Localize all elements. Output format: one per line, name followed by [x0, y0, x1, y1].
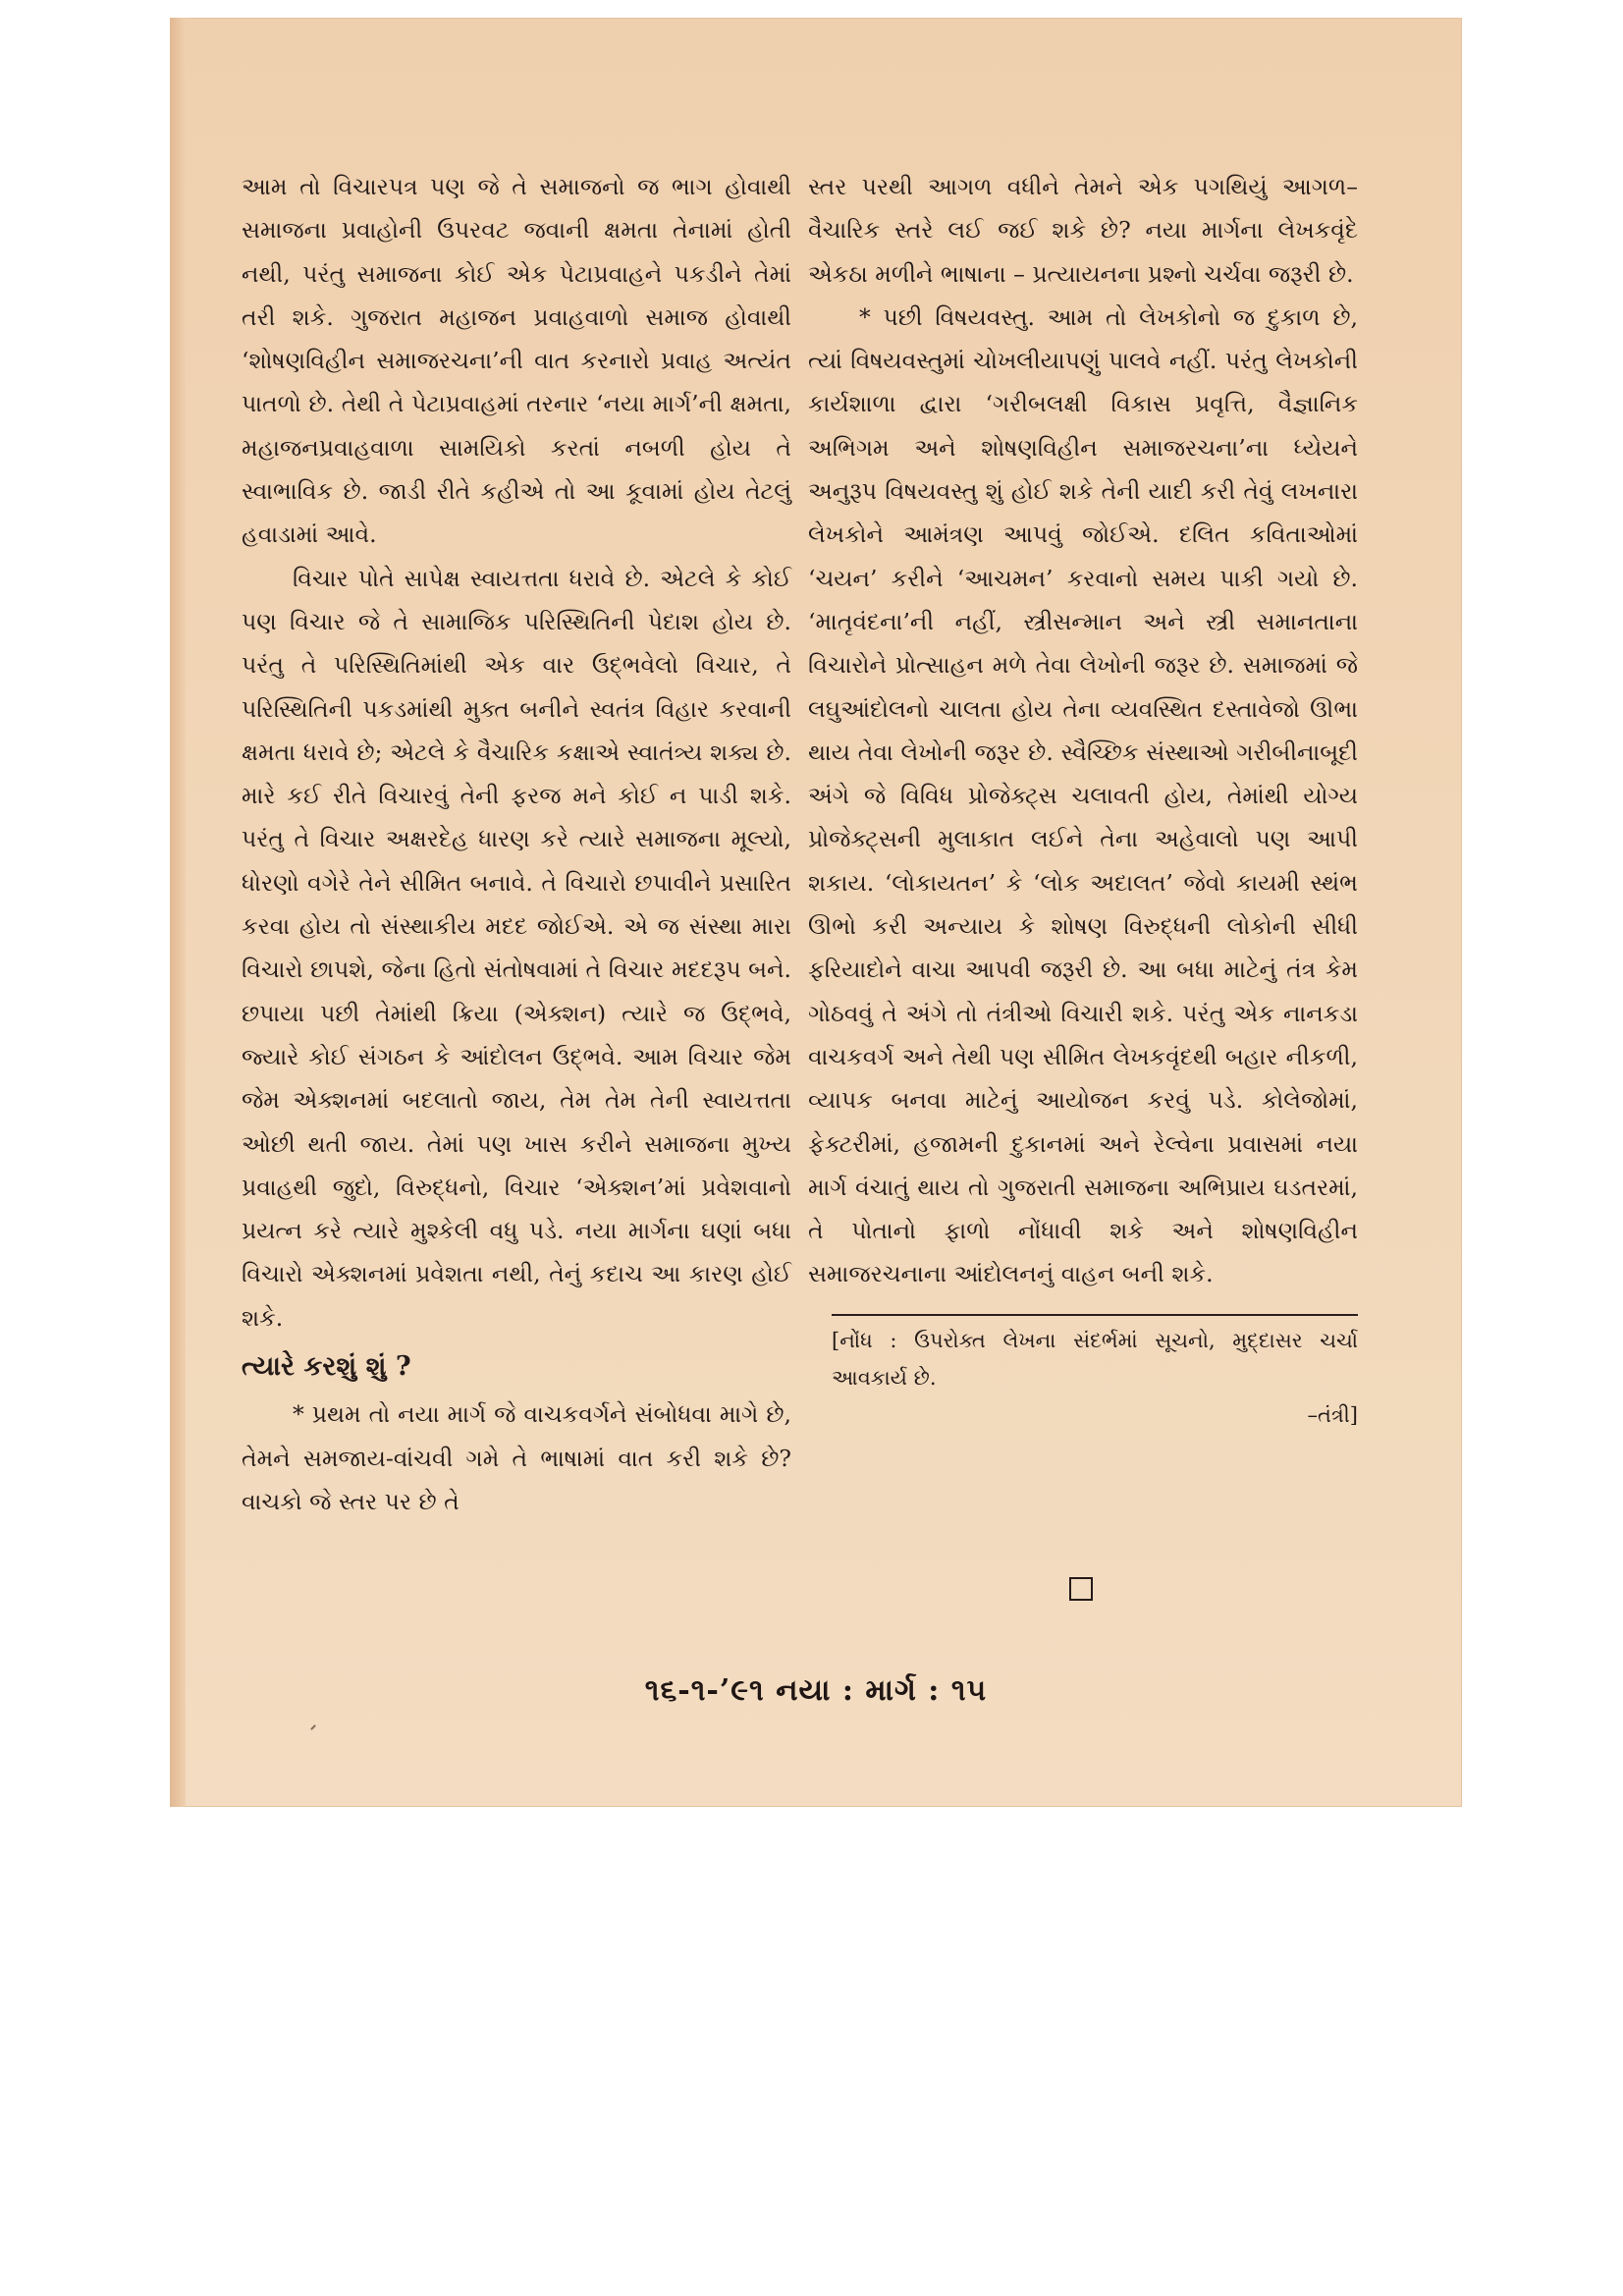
editor-note-text: [નોંધ : ઉપરોક્ત લેખના સંદર્ભમાં સૂચનો, મુદ્દાસર ચર્ચા આવકાર્ય છે. [832, 1328, 1358, 1390]
scan-speck [310, 1724, 316, 1730]
page-binding-shadow [170, 18, 186, 1807]
editor-note [808, 1322, 1358, 1434]
paragraph: * પ્રથમ તો નયા માર્ગ જે વાચકવર્ગને સંબોધવા માગે છે, તેમને સમજાય-વાંચવી ગમે તે ભાષામાં વાત કરી શકે છે? વાચકો જે સ્તર પર છે તે [242, 1400, 791, 1515]
end-of-article-square-icon [1069, 1577, 1093, 1601]
note-divider [832, 1314, 1358, 1316]
paragraph: વિચાર પોતે સાપેક્ષ સ્વાયત્તતા ધરાવે છે. એટલે કે કોઈ પણ વિચાર જે તે સામાજિક પરિસ્થિતિની પેદાશ હોય છે. પરંતુ તે પરિસ્થિતિમાંથી એક વાર ઉદ્‌ભવેલો વિચાર, તે પરિસ્થિતિની પકડમાંથી મુક્ત બનીને સ્વતંત્ર વિહાર કરવાની ક્ષમતા ધરાવે છે; એટલે કે વૈચારિક કક્ષાએ સ્વાતંત્ર્ય શક્ય છે. મારે કઈ રીતે વિચારવું તેની ફરજ મને કોઈ ન પાડી શકે. પરંતુ તે વિચાર અક્ષરદેહ ધારણ કરે ત્યારે સમાજના મૂલ્યો, ધોરણો વગેરે તેને સીમિત બનાવે. તે વિચારો છપાવીને પ્રસારિત કરવા હોય તો સંસ્થાકીય મદદ જોઈએ. એ જ સંસ્થા મારા વિચારો છાપશે, જેના હિતો સંતોષવામાં તે વિચાર મદદરૂપ બને. છપાયા પછી તેમાંથી ક્રિયા (એક્શન) ત્યારે જ ઉદ્‌ભવે, જ્યારે કોઈ સંગઠન કે આંદોલન ઉદ્‌ભવે. આમ વિચાર જેમ જેમ એક્શનમાં બદલાતો જાય, તેમ તેમ તેની સ્વાયત્તતા ઓછી થતી જાય. તેમાં પણ ખાસ કરીને સમાજના મુખ્ય પ્રવાહથી જુદો, વિરુદ્ધનો, વિચાર ‘એક્શન’માં પ્રવેશવાનો પ્રયત્ન કરે ત્યારે મુશ્કેલી વધુ પડે. નયા માર્ગના ઘણાં બધા વિચારો એક્શનમાં પ્રવેશતા નથી, તેનું કદાચ આ કારણ હોઈ શકે. [242, 564, 791, 1332]
section-heading: ત્યારે કરશું શું ? [242, 1351, 411, 1383]
right-column [808, 165, 1358, 1434]
scanned-page [170, 18, 1462, 1807]
paragraph: * પછી વિષયવસ્તુ. આમ તો લેખકોનો જ દુકાળ છે, ત્યાં વિષયવસ્તુમાં ચોખલીયાપણું પાલવે નહીં. પરંતુ લેખકોની કાર્યશાળા દ્વારા ‘ગરીબલક્ષી વિકાસ પ્રવૃત્તિ, વૈજ્ઞાનિક અભિગમ અને શોષણવિહીન સમાજરચના’ના ધ્યેયને અનુરૂપ વિષયવસ્તુ શું હોઈ શકે તેની યાદી કરી તેવું લખનારા લેખકોને આમંત્રણ આપવું જોઈએ. દલિત કવિતાઓમાં ‘ચયન’ કરીને ‘આચમન’ કરવાનો સમય પાકી ગયો છે. ‘માતૃવંદના’ની નહીં, સ્ત્રીસન્માન અને સ્ત્રી સમાનતાના વિચારોને પ્રોત્સાહન મળે તેવા લેખોની જરૂર છે. સમાજમાં જે લઘુઆંદોલનો ચાલતા હોય તેના વ્યવસ્થિત દસ્તાવેજો ઊભા થાય તેવા લેખોની જરૂર છે. સ્વૈચ્છિક સંસ્થાઓ ગરીબીનાબૂદી અંગે જે વિવિધ પ્રોજેક્ટ્સ ચલાવતી હોય, તેમાંથી યોગ્ય પ્રોજેક્ટ્સની મુલાકાત લઈને તેના અહેવાલો પણ આપી શકાય. ‘લોકાયતન’ કે ‘લોક અદાલત’ જેવો કાયમી સ્થંભ ઊભો કરી અન્યાય કે શોષણ વિરુદ્ધની લોકોની સીધી ફરિયાદોને વાચા આપવી જરૂરી છે. આ બધા માટેનું તંત્ર કેમ ગોઠવવું તે અંગે તો તંત્રીઓ વિચારી શકે. પરંતુ એક નાનકડા વાચકવર્ગ અને તેથી પણ સીમિત લેખકવૃંદથી બહાર નીકળી, વ્યાપક બનવા માટેનું આયોજન કરવું પડે. કોલેજોમાં, ફેક્ટરીમાં, હજામની દુકાનમાં અને રેલ્વેના પ્રવાસમાં નયા માર્ગ વંચાતું થાય તો ગુજરાતી સમાજના અભિપ્રાય ઘડતરમાં, તે પોતાનો ફાળો નોંધાવી શકે અને શોષણવિહીન સમાજરચનાના આંદોલનનું વાહન બની શકે. [808, 302, 1358, 1288]
page-footer: ૧૬-૧-’૯૧ નયા : માર્ગ : ૧૫ [644, 1673, 988, 1708]
left-column [242, 165, 791, 1523]
editor-signature: –તંત્રી] [1307, 1402, 1358, 1427]
paragraph: આમ તો વિચારપત્ર પણ જે તે સમાજનો જ ભાગ હોવાથી સમાજના પ્રવાહોની ઉપરવટ જવાની ક્ષમતા તેનામાં હોતી નથી, પરંતુ સમાજના કોઈ એક પેટાપ્રવાહને પકડીને તેમાં તરી શકે. ગુજરાત મહાજન પ્રવાહવાળો સમાજ હોવાથી ‘શોષણવિહીન સમાજરચના’ની વાત કરનારો પ્રવાહ અત્યંત પાતળો છે. તેથી તે પેટાપ્રવાહમાં તરનાર ‘નયા માર્ગ’ની ક્ષમતા, મહાજનપ્રવાહવાળા સામયિકો કરતાં નબળી હોય તે સ્વાભાવિક છે. જાડી રીતે કહીએ તો આ કૂવામાં હોય તેટલું હવાડામાં આવે. [242, 173, 791, 549]
paragraph: સ્તર પરથી આગળ વધીને તેમને એક પગથિયું આગળ–વૈચારિક સ્તરે લઈ જઈ શકે છે? નયા માર્ગના લેખકવૃંદે એકઠા મળીને ભાષાના – પ્રત્યાયનના પ્રશ્નો ચર્ચવા જરૂરી છે. [808, 173, 1358, 288]
